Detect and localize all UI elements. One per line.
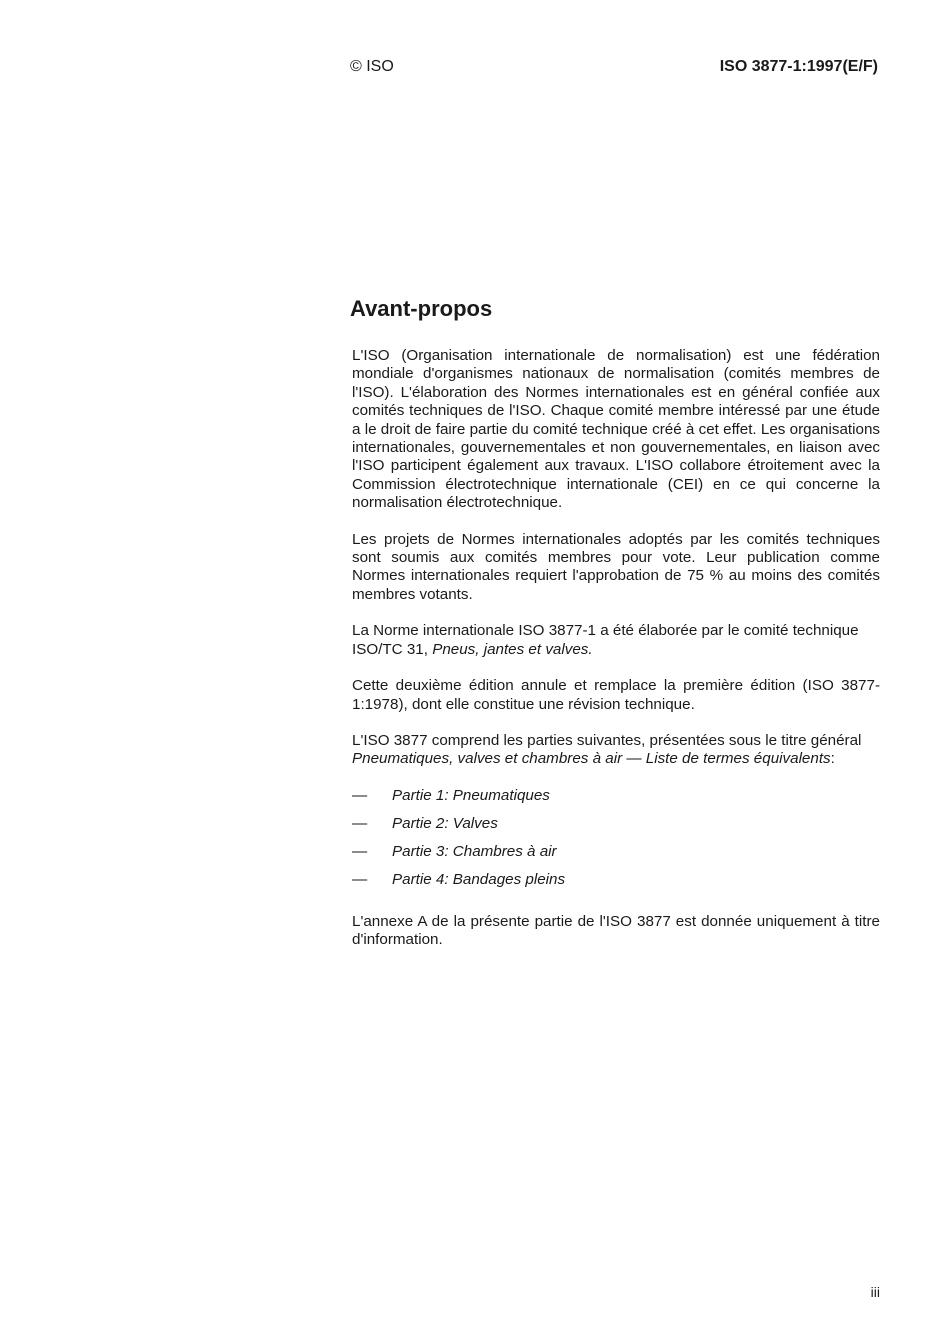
- body-text: [352, 347, 880, 968]
- list-item: [352, 843, 880, 871]
- paragraph-parts-intro-colon: :: [830, 750, 835, 768]
- list-dash: —: [352, 786, 368, 804]
- list-item-label: Partie 4: Bandages pleins: [392, 870, 566, 888]
- paragraph-technical-committee-text: La Norme internationale ISO 3877-1 a été élaborée par le comité technique ISO/TC 31,: [352, 622, 859, 658]
- header-document-number: ISO 3877-1:1997(E/F): [719, 58, 878, 75]
- header-copyright: © ISO: [350, 58, 394, 75]
- list-dash: —: [352, 842, 368, 860]
- list-item: [352, 871, 880, 899]
- paragraph-edition: Cette deuxième édition annule et remplace la première édition (ISO 3877-1:1978), dont elle constitue une révision technique.: [352, 677, 880, 713]
- list-item-label: Partie 3: Chambres à air: [392, 842, 557, 860]
- paragraph-parts-intro: [352, 732, 880, 769]
- list-item: [352, 787, 880, 815]
- general-title: Pneumatiques, valves et chambres à air — Liste de termes équivalents: [352, 750, 831, 768]
- list-dash: —: [352, 814, 368, 832]
- list-dash: —: [352, 870, 368, 888]
- paragraph-parts-intro-text: L'ISO 3877 comprend les parties suivantes, présentées sous le titre général: [352, 731, 862, 749]
- parts-list: [352, 787, 880, 899]
- paragraph-voting: Les projets de Normes internationales adoptés par les comités techniques sont soumis aux comités membres pour vote. Leur publication comme Normes internationales requiert l'approbation de 75 % au moins des comités membres votants.: [352, 530, 880, 603]
- list-item: [352, 815, 880, 843]
- committee-title: Pneus, jantes et valves.: [432, 640, 593, 658]
- list-item-label: Partie 2: Valves: [392, 814, 498, 832]
- page-title: Avant-propos: [350, 296, 493, 321]
- page-number: iii: [870, 1284, 880, 1300]
- paragraph-iso-organisation: L'ISO (Organisation internationale de normalisation) est une fédération mondiale d'organismes nationaux de normalisation (comités membres de l'ISO). L'élaboration des Normes internationales est en général confiée aux comités techniques de l'ISO. Chaque comité membre intéressé par une étude a le droit de faire partie du comité technique créé à cet effet. Les organisations internationales, gouvernementales et non gouvernementales, en liaison avec l'ISO participent également aux travaux. L'ISO collabore étroitement avec la Commission électrotechnique internationale (CEI) en ce qui concerne la normalisation électrotechnique.: [352, 347, 880, 512]
- list-item-label: Partie 1: Pneumatiques: [392, 786, 550, 804]
- paragraph-technical-committee: [352, 622, 880, 659]
- paragraph-annex: L'annexe A de la présente partie de l'ISO 3877 est donnée uniquement à titre d'information.: [352, 912, 880, 949]
